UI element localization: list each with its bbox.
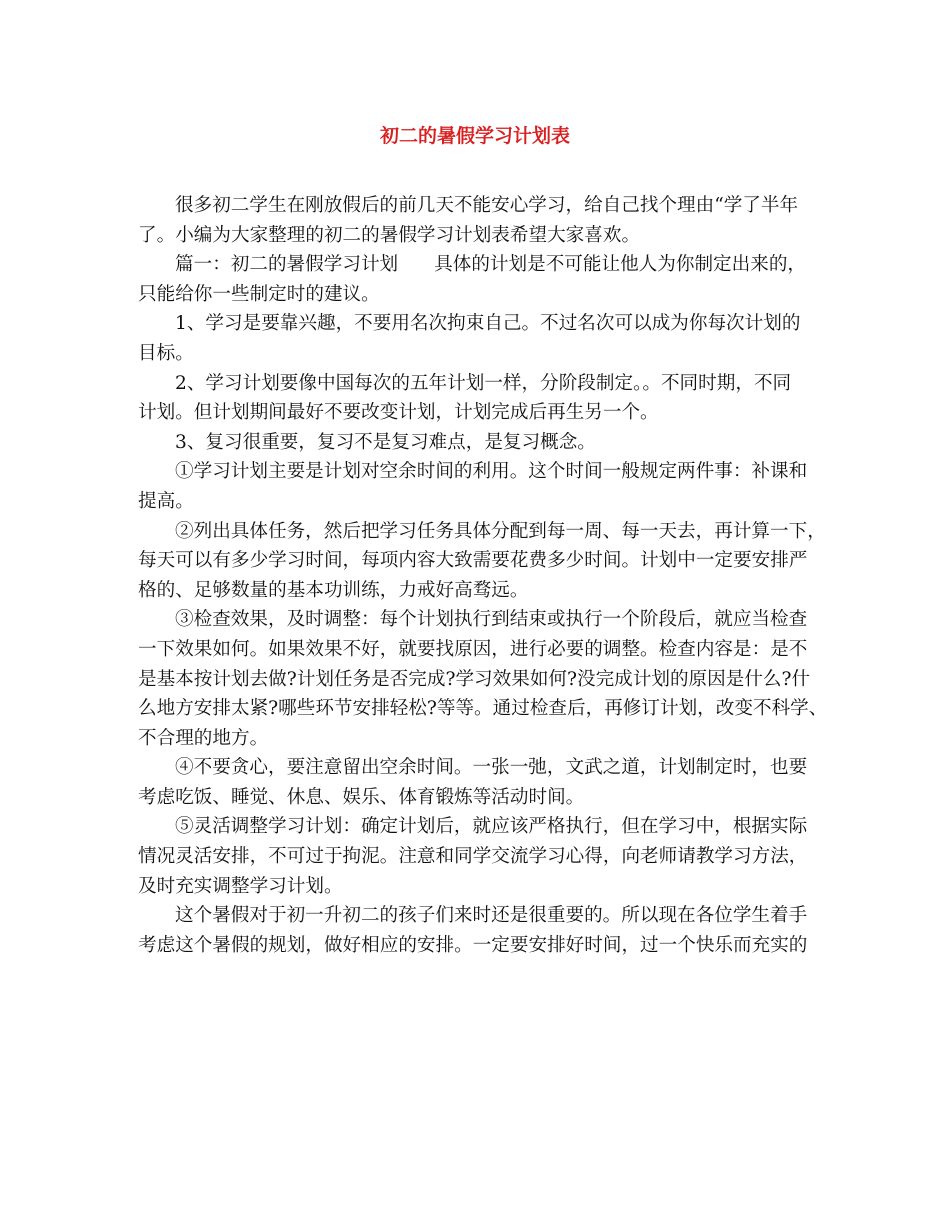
text-line: ③检查效果，及时调整：每个计划执行到结束或执行一个阶段后，就应当检查 bbox=[175, 609, 808, 631]
text-line: 1、学习是要靠兴趣，不要用名次拘束自己。不过名次可以成为你每次计划的 bbox=[175, 313, 801, 335]
paragraph-point-3 bbox=[138, 428, 814, 458]
text-line bbox=[138, 250, 814, 280]
text-line: ⑤灵活调整学习计划：确定计划后，就应该严格执行，但在学习中，根据实际 bbox=[175, 816, 808, 838]
text-line: 这个暑假对于初一升初二的孩子们来时还是很重要的。所以现在各位学生着手 bbox=[175, 905, 808, 927]
paragraph-circled-5 bbox=[138, 812, 814, 901]
text-line: ②列出具体任务，然后把学习任务具体分配到每一周、每一天去，再计算一下， bbox=[175, 520, 826, 542]
document-title: 初二的暑假学习计划表 bbox=[379, 125, 570, 147]
text-line: ④不要贪心，要注意留出空余时间。一张一弛，文武之道，计划制定时，也要 bbox=[175, 757, 808, 779]
paragraph-circled-3 bbox=[138, 605, 828, 753]
text-line-continuation: 具体的计划是不可能让他人为你制定出来的， bbox=[434, 254, 807, 276]
section-heading: 篇一：初二的暑假学习计划 bbox=[175, 254, 399, 276]
text-line: 只能给你一些制定时的建议。 bbox=[138, 283, 380, 305]
text-line: 不合理的地方。 bbox=[138, 727, 269, 749]
paragraph-section-heading bbox=[138, 250, 814, 309]
text-line: 考虑这个暑假的规划，做好相应的安排。一定要安排好时间，过一个快乐而充实的 bbox=[138, 934, 808, 956]
text-line: 提高。 bbox=[138, 490, 194, 512]
paragraph-conclusion bbox=[138, 901, 814, 960]
paragraph-intro bbox=[138, 191, 814, 250]
text-line: 很多初二学生在刚放假后的前几天不能安心学习，给自己找个理由“学了半年 bbox=[175, 195, 799, 216]
text-line: 2、学习计划要像中国每次的五年计划一样，分阶段制定。。不同时期，不同 bbox=[175, 372, 792, 394]
text-line: 了。小编为大家整理的初二的暑假学习计划表希望大家喜欢。 bbox=[138, 224, 641, 246]
paragraph-circled-2 bbox=[138, 517, 826, 606]
text-line: 是基本按计划去做?计划任务是否完成?学习效果如何?没完成计划的原因是什么?什 bbox=[138, 668, 811, 690]
text-line: 格的、足够数量的基本功训练，力戒好高骛远。 bbox=[138, 579, 529, 601]
text-line: ①学习计划主要是计划对空余时间的利用。这个时间一般规定两件事：补课和 bbox=[175, 461, 808, 483]
document-body bbox=[138, 191, 828, 960]
text-line: 一下效果如何。如果效果不好，就要找原因，进行必要的调整。检查内容是：是不 bbox=[138, 638, 808, 660]
text-line: 目标。 bbox=[138, 342, 194, 364]
paragraph-point-2 bbox=[138, 369, 814, 428]
text-line: 情况灵活安排，不可过于拘泥。注意和同学交流学习心得，向老师请教学习方法， bbox=[138, 846, 808, 868]
paragraph-circled-4 bbox=[138, 753, 814, 812]
text-line: 3、复习很重要，复习不是复习难点，是复习概念。 bbox=[175, 431, 596, 453]
text-line: 考虑吃饭、睡觉、休息、娱乐、体育锻炼等活动时间。 bbox=[138, 786, 585, 808]
text-line: 计划。但计划期间最好不要改变计划，计划完成后再生另一个。 bbox=[138, 402, 659, 424]
text-line: 么地方安排太紧?哪些环节安排轻松?等等。通过检查后，再修订计划，改变不科学、 bbox=[138, 698, 828, 720]
paragraph-point-1 bbox=[138, 309, 814, 368]
text-line: 每天可以有多少学习时间，每项内容大致需要花费多少时间。计划中一定要安排严 bbox=[138, 550, 808, 572]
text-line: 及时充实调整学习计划。 bbox=[138, 875, 343, 897]
paragraph-circled-1 bbox=[138, 457, 814, 516]
